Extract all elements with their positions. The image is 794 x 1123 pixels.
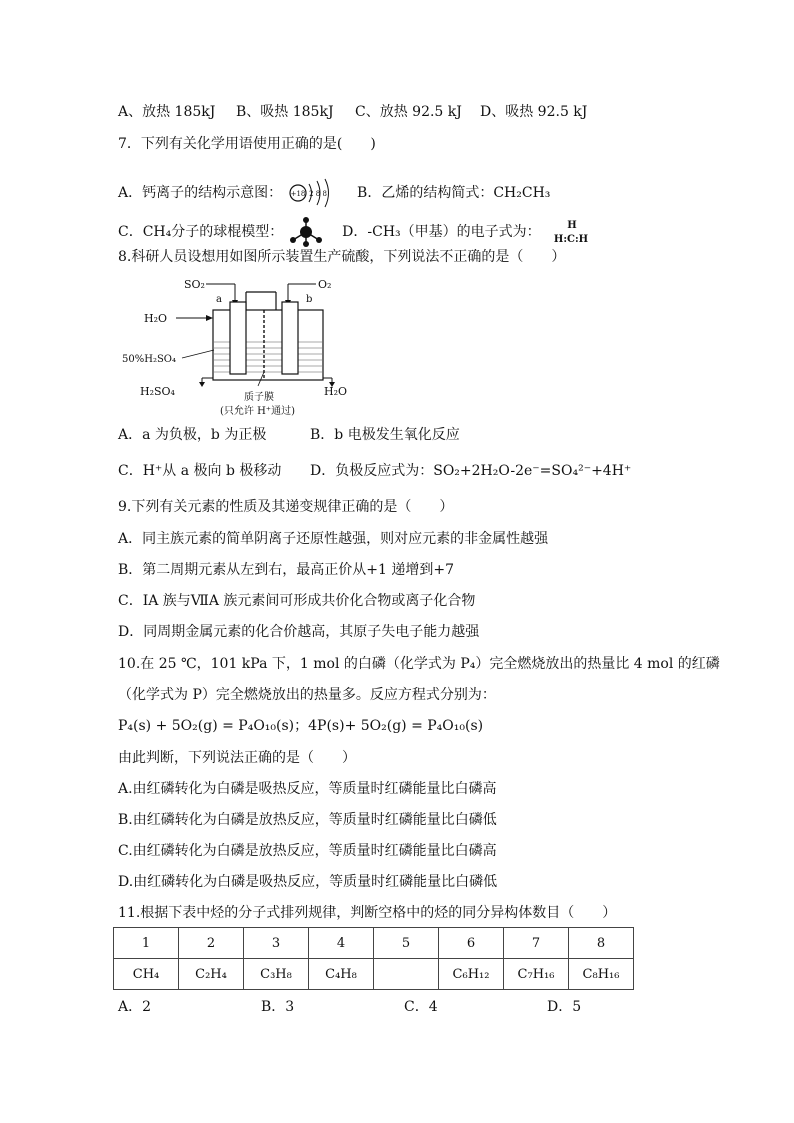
q11-option-c: C．4 [404,999,438,1015]
h2so4-out-label: H₂SO₄ [140,385,175,398]
calcium-ion-diagram-icon [287,176,341,210]
methyl-electron-formula-icon [545,218,597,246]
membrane-label: 质子膜 [244,392,274,403]
table-cell: 5 [374,928,439,959]
table-cell: 7 [504,928,569,959]
q6-options [118,102,587,122]
svg-text:H:C:H: H:C:H [553,234,589,245]
svg-text:H: H [567,220,577,231]
q10-stem-line2: （化学式为 P）完全燃烧放出的热量多。反应方程式分别为： [118,687,496,703]
q6-option-c: C、放热 92.5 kJ [355,104,462,120]
q8-option-c: C．H⁺从 a 极向 b 极移动 [118,463,282,479]
table-cell: C₇H₁₆ [504,959,569,990]
q7-option-a: A．钙离子的结构示意图： [118,185,283,201]
so2-label: SO₂ [184,278,205,291]
hydrocarbon-table [113,927,634,990]
table-cell: 8 [569,928,634,959]
table-cell: 2 [179,928,244,959]
q7-stem: 7．下列有关化学用语使用正确的是( ) [118,136,376,152]
table-cell: CH₄ [114,959,179,990]
q10-option-b: B.由红磷转化为白磷是放热反应，等质量时红磷能量比白磷低 [118,812,497,828]
q9-option-d: D．同周期金属元素的化合价越高，其原子失电子能力越强 [118,624,480,640]
table-cell: C₄H₈ [309,959,374,990]
q9-stem: 9.下列有关元素的性质及其递变规律正确的是（ ） [118,499,454,515]
table-cell: 1 [114,928,179,959]
q6-option-a: A、放热 185kJ [118,104,216,120]
table-cell-blank [374,959,439,990]
electrode-a-label: a [216,294,222,305]
table-cell: 3 [244,928,309,959]
methane-ball-stick-model-icon [288,217,324,247]
electrode-b-label: b [306,294,313,305]
q10-stem-line1: 10.在 25 ℃，101 kPa 下，1 mol 的白磷（化学式为 P₄）完全燃烧放出的热量比 4 mol 的红磷 [118,656,720,672]
h2o-in-label: H₂O [144,312,168,325]
q8-option-d: D．负极反应式为：SO₂+2H₂O-2e⁻=SO₄²⁻+4H⁺ [310,463,632,479]
q10-option-c: C.由红磷转化为白磷是放热反应，等质量时红磷能量比白磷高 [118,843,497,859]
q7-row-ab [118,176,550,210]
table-cell: C₈H₁₆ [569,959,634,990]
membrane-note: (只允许 H⁺通过) [220,406,295,417]
q10-equations: P₄(s) + 5O₂(g) = P₄O₁₀(s)；4P(s)+ 5O₂(g) = P₄O₁₀(s) [118,718,484,734]
q8-option-a: A．a 为负极，b 为正极 [118,427,267,443]
q11-options [118,997,581,1017]
o2-label: O₂ [318,278,332,291]
q8-option-b: B．b 电极发生氧化反应 [310,427,460,443]
table-cell: 6 [439,928,504,959]
q11-option-b: B．3 [261,999,295,1015]
q7-row-cd [118,217,597,247]
electrolytic-cell-diagram [118,272,363,422]
q9-option-c: C．IA 族与ⅦA 族元素间可形成共价化合物或离子化合物 [118,593,476,609]
ion-shells-text: 2 8 8 [308,190,327,198]
q8-row-ab [118,425,460,445]
q6-option-d: D、吸热 92.5 kJ [480,104,588,120]
q11-option-a: A．2 [118,999,152,1015]
q11-option-d: D．5 [547,999,582,1015]
q10-stem-line3: 由此判断，下列说法正确的是（ ） [118,750,356,766]
table-row-formula [114,959,634,990]
q7-option-c: C．CH₄分子的球棍模型： [118,224,284,240]
q11-stem: 11.根据下表中烃的分子式排列规律，判断空格中的烃的同分异构体数目（ ） [118,905,617,921]
table-cell: C₃H₈ [244,959,309,990]
q9-option-b: B．第二周期元素从左到右，最高正价从+1 递增到+7 [118,562,455,578]
electrolyte-label: 50%H₂SO₄ [122,354,177,365]
q10-option-d: D.由红磷转化为白磷是吸热反应，等质量时红磷能量比白磷低 [118,874,498,890]
table-row-index [114,928,634,959]
q8-stem: 8.科研人员设想用如图所示装置生产硫酸，下列说法不正确的是（ ） [118,249,566,265]
q8-row-cd [118,461,631,481]
table-cell: C₆H₁₂ [439,959,504,990]
q7-option-b: B．乙烯的结构简式：CH₂CH₃ [357,185,551,201]
q6-option-b: B、吸热 185kJ [236,104,334,120]
q7-option-d: D．-CH₃（甲基）的电子式为： [342,224,541,240]
q9-option-a: A．同主族元素的简单阴离子还原性越强，则对应元素的非金属性越强 [118,531,549,547]
h2o-out-label: H₂O [324,385,348,398]
table-cell: C₂H₄ [179,959,244,990]
ion-nucleus-text: +18 [290,190,305,198]
table-cell: 4 [309,928,374,959]
q10-option-a: A.由红磷转化为白磷是吸热反应，等质量时红磷能量比白磷高 [118,781,497,797]
